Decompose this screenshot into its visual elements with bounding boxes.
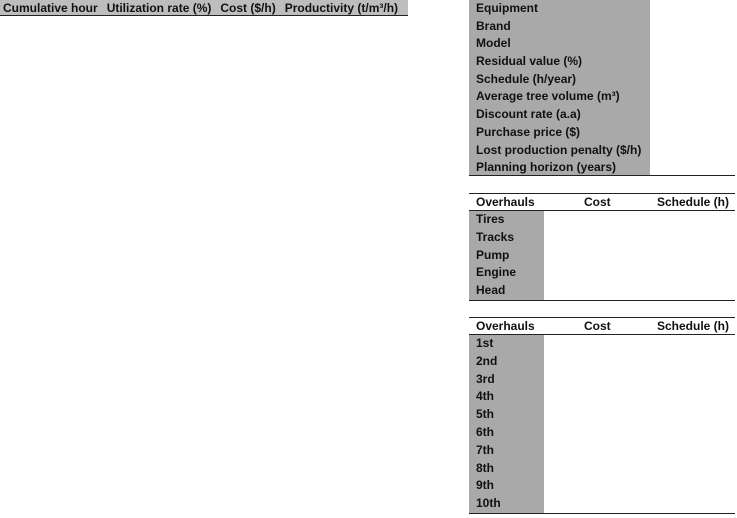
overhaul-5th: 5th — [476, 407, 494, 422]
param-residual-value: Residual value (%) — [476, 54, 583, 69]
param-model: Model — [476, 36, 511, 51]
header-productivity: Productivity (t/m³/h) — [284, 0, 399, 15]
col-overhauls: Overhauls — [476, 195, 535, 209]
parameters-divider — [469, 175, 735, 176]
component-tracks: Tracks — [476, 229, 515, 244]
parameters-panel — [469, 0, 650, 175]
param-equipment: Equipment — [476, 1, 538, 15]
overhaul-3rd: 3rd — [476, 371, 495, 386]
param-brand: Brand — [476, 18, 511, 33]
overhauls-components-labels — [469, 211, 544, 300]
overhauls-components-bottom-border — [469, 300, 735, 301]
col-cost: Cost — [584, 195, 611, 209]
param-purchase-price: Purchase price ($) — [476, 124, 581, 139]
overhauls-sequence-bottom-border — [469, 513, 735, 514]
col-cost: Cost — [584, 319, 611, 333]
overhaul-10th: 10th — [476, 496, 501, 511]
overhauls-sequence-header — [469, 317, 735, 335]
overhaul-8th: 8th — [476, 460, 494, 475]
param-lost-production-penalty: Lost production penalty ($/h) — [476, 142, 642, 157]
overhauls-components-table — [469, 193, 735, 300]
overhaul-7th: 7th — [476, 442, 494, 457]
overhaul-2nd: 2nd — [476, 353, 498, 368]
overhauls-components-header — [469, 193, 735, 211]
overhauls-sequence-table — [469, 317, 735, 513]
component-tires: Tires — [476, 212, 505, 226]
overhauls-sequence-labels — [469, 335, 544, 513]
component-head: Head — [476, 283, 506, 298]
overhaul-4th: 4th — [476, 389, 494, 404]
param-planning-horizon: Planning horizon (years) — [476, 160, 617, 175]
overhaul-9th: 9th — [476, 478, 494, 493]
header-cumulative-hour: Cumulative hour — [3, 0, 98, 15]
col-schedule: Schedule (h) — [656, 319, 729, 333]
left-table-header — [0, 0, 408, 16]
component-engine: Engine — [476, 265, 517, 280]
col-overhauls: Overhauls — [476, 319, 535, 333]
col-schedule: Schedule (h) — [656, 195, 729, 209]
header-cost: Cost ($/h) — [220, 0, 276, 15]
param-average-tree-volume: Average tree volume (m³) — [476, 89, 620, 104]
overhaul-6th: 6th — [476, 424, 494, 439]
param-discount-rate: Discount rate (a.a) — [476, 107, 581, 122]
param-schedule: Schedule (h/year) — [476, 71, 577, 86]
component-pump: Pump — [476, 247, 510, 262]
overhaul-1st: 1st — [476, 336, 494, 350]
header-utilization-rate: Utilization rate (%) — [106, 0, 212, 15]
